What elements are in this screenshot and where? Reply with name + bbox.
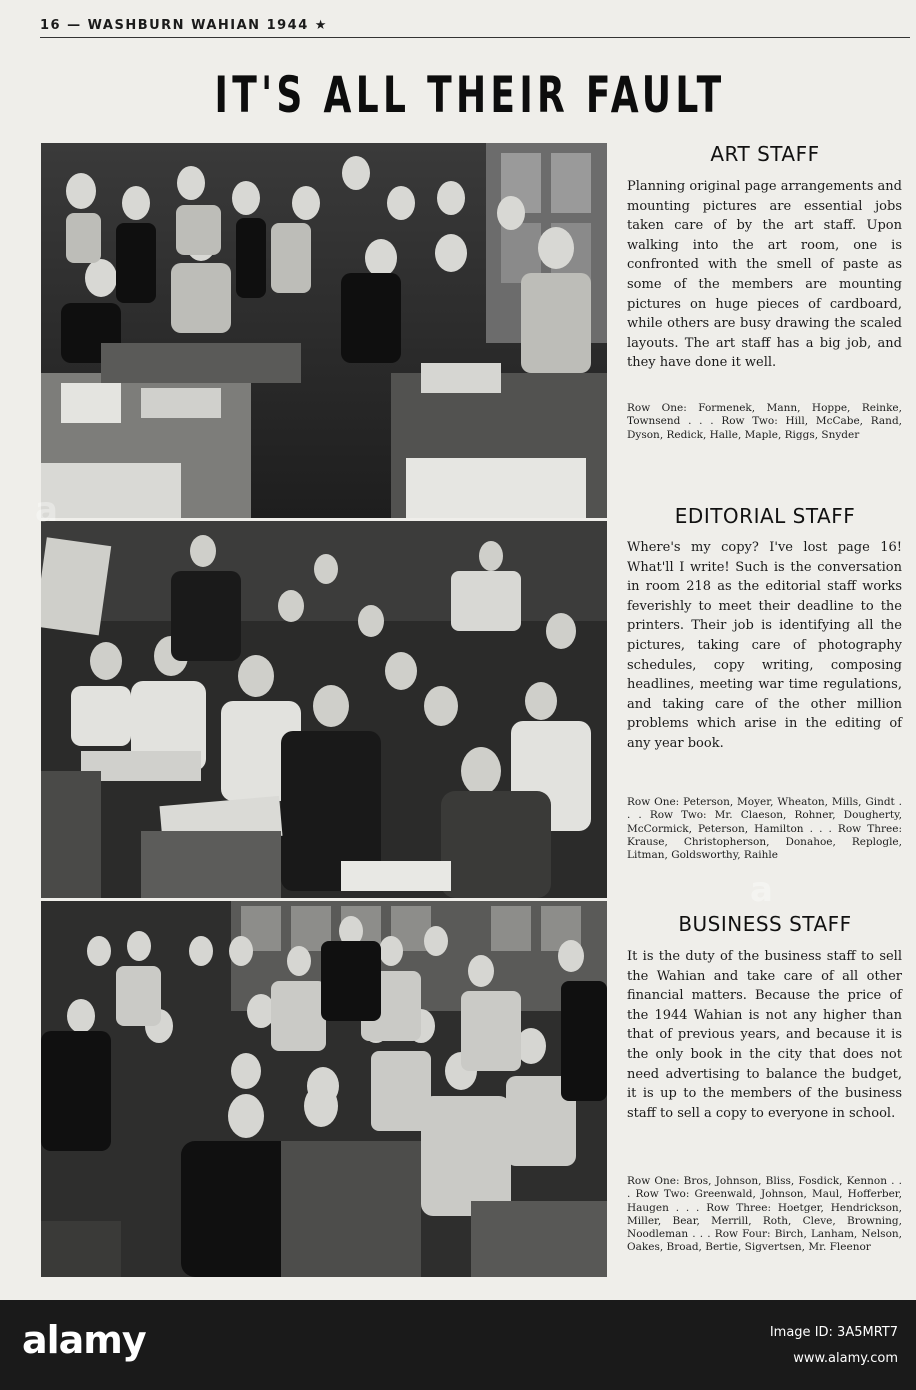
- editorial-staff-names: Row One: Peterson, Moyer, Wheaton, Mills, Gindt . . . Row Two: Mr. Claeson, Rohner, Dougherty, McCormick, Peterson, Hamilton . . . Row Three: Krause, Christopherson, Donahoe, Replogle, Litman, Goldsworthy, Raihle: [627, 796, 902, 862]
- art-staff-heading: ART STAFF: [710, 142, 820, 166]
- running-head: [40, 18, 910, 38]
- watermark-overlay-2: a: [750, 870, 773, 910]
- alamy-logo: alamy: [22, 1318, 146, 1362]
- business-staff-heading: BUSINESS STAFF: [678, 912, 852, 936]
- editorial-staff-heading: EDITORIAL STAFF: [674, 504, 856, 528]
- watermark-overlay-1: a: [35, 490, 58, 530]
- business-staff-names: Row One: Bros, Johnson, Bliss, Fosdick, Kennon . . . Row Two: Greenwald, Johnson, Maul, Hofferber, Haugen . . . Row Three: Hoetger, Hendrickson, Miller, Bear, Merrill, Roth, Cleve, Browning, Noodleman . . . Row Four: Birch, Lanham, Nelson, Oakes, Broad, Bertie, Sigvertsen, Mr. Fleenor: [627, 1175, 902, 1254]
- editorial-staff-photo: [41, 521, 607, 898]
- image-id-text: Image ID: 3A5MRT7: [769, 1325, 898, 1340]
- image-id-block: [770, 1320, 898, 1372]
- editorial-staff-body: Where's my copy? I've lost page 16! What'll I write! Such is the conversation in room 218 as the editorial staff works feverishly to meet their deadline to the printers. Their job is identifying all the pictures, taking care of photography schedules, copy writing, composing headlines, meeting war time regulations, and taking care of the other million problems which arise in the editing of any year book.: [627, 540, 902, 751]
- header-rule: [40, 37, 910, 38]
- business-staff-body: It is the duty of the business staff to sell the Wahian and take care of all other financial matters. Because the price of the 1944 Wahian is not any higher than that of previous years, and because it is the only book in the city that does not need advertising to balance the budget, it is up to the members of the business staff to sell a copy to everyone in school.: [627, 949, 902, 1121]
- page-title: IT'S ALL THEIR FAULT: [214, 66, 726, 124]
- running-head-text: 16 — WASHBURN WAHIAN 1944 ★: [40, 18, 328, 33]
- art-staff-photo: [41, 143, 607, 518]
- business-staff-photo: [41, 901, 607, 1277]
- art-staff-body: Planning original page arrangements and mounting pictures are essential jobs taken care of by the art staff. Upon walking into the art room, one is confronted with the smell of paste as some of the members are mounting pictures on huge pieces of cardboard, while others are busy drawing the scaled layouts. The art staff has a big job, and they have done it well.: [627, 179, 902, 371]
- site-url-text: www.alamy.com: [793, 1351, 898, 1366]
- art-staff-names: Row One: Formenek, Mann, Hoppe, Reinke, Townsend . . . Row Two: Hill, McCabe, Rand, Dyson, Redick, Halle, Maple, Riggs, Snyder: [627, 402, 902, 441]
